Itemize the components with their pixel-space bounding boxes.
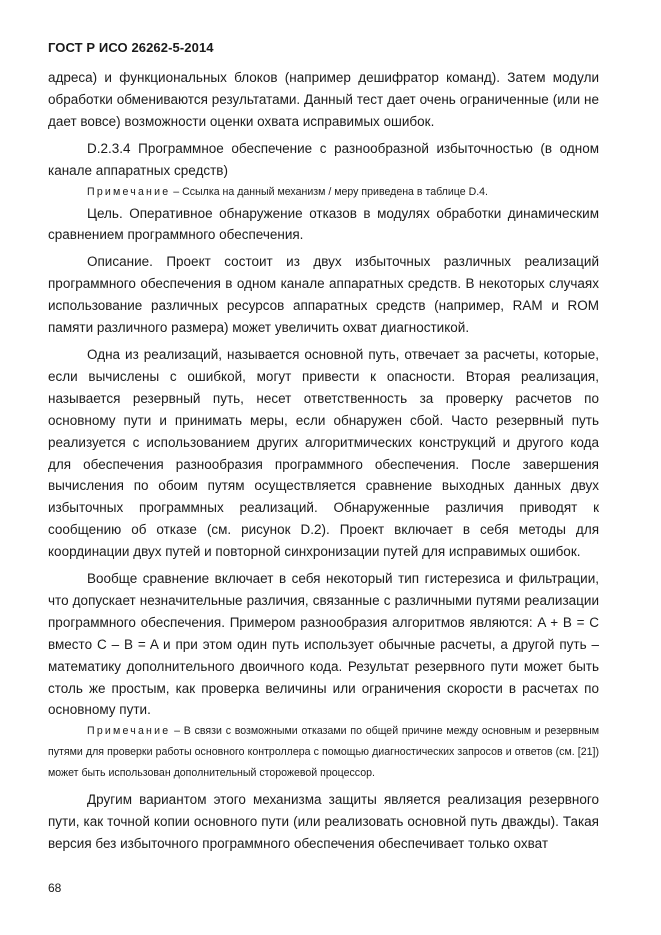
note-2-text: – В связи с возможными отказами по общей причине между основным и резервным путями для проверки работы основного контроллера с помощью диагностических запросов и ответов (см. [21]) может быть использован дополнительный сторожевой процессор. [48, 725, 599, 780]
note-1-label: Примечание [87, 185, 171, 198]
paragraph-main-path: Одна из реализаций, называется основной путь, отвечает за расчеты, которые, если вычислены с ошибкой, могут привести к опасности. Вторая реализация, называется резервный путь, несет ответственность за проверку расчетов по основному пути и принимать меры, если обнаружен сбой. Часто резервный путь реализуется с использованием других алгоритмических конструкций и другого кода для обеспечения разнообразия программного обеспечения. После завершения вычисления по обоим путям осуществляется сравнение выходных данных двух избыточных программных реализаций. Обнаруженные различия приводят к сообщению об отказе (см. рисунок D.2). Проект включает в себя методы для координации двух путей и повторной синхронизации путей для исправимых ошибок. [48, 346, 599, 560]
paragraph-variant: Другим вариантом этого механизма защиты является реализация резервного пути, как точной копии основного пути (или реализовать основной путь дважды). Такая версия без избыточного программного обеспечения обеспечивает только охват [48, 792, 599, 852]
note-1-text: – Ссылка на данный механизм / меру приведена в таблице D.4. [170, 185, 488, 198]
paragraph-1: адреса) и функциональных блоков (например дешифратор команд). Затем модули обработки обмениваются результатами. Данный тест дает очень ограниченные (или не дает вовсе) возможности оценки охвата исправимых ошибок. [48, 70, 599, 129]
document-body [48, 67, 599, 855]
note-2 [48, 721, 599, 784]
note-1 [48, 182, 599, 203]
section-heading-d234: D.2.3.4 Программное обеспечение с разнообразной избыточностью (в одном канале аппаратных средств) [48, 140, 599, 178]
note-2-label: Примечание [87, 725, 171, 738]
paragraph-description: Описание. Проект состоит из двух избыточных различных реализаций программного обеспечения в одном канале аппаратных средств. В некоторых случаях использование различных ресурсов аппаратных средств (например, RAM и ROM памяти различного размера) может увеличить охват диагностикой. [48, 254, 599, 336]
document-header: ГОСТ Р ИСО 26262-5-2014 [48, 40, 214, 55]
paragraph-comparison: Вообще сравнение включает в себя некоторый тип гистерезиса и фильтрации, что допускает незначительные различия, связанные с различными путями реализации программного обеспечения. Примером разнообразия алгоритмов являются: A + B = C вместо C – B = A и при этом один путь использует обычные расчеты, а другой путь – математику дополнительного двоичного кода. Результат резервного пути может быть столь же простым, как проверка величины или ограничения скорости в расчетах по основному пути. [48, 571, 599, 718]
paragraph-goal: Цель. Оперативное обнаружение отказов в модулях обработки динамическим сравнением программного обеспечения. [48, 205, 599, 243]
page-number: 68 [48, 881, 62, 895]
